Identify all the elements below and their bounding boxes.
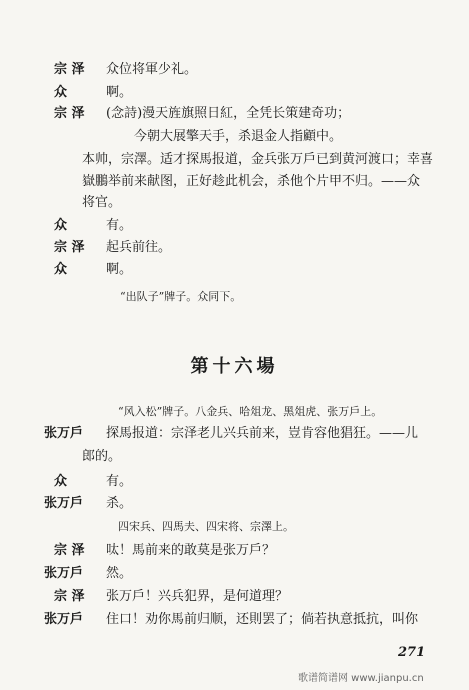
speaker: 宗 泽 <box>54 240 85 255</box>
speaker: 张万戶 <box>44 426 84 441</box>
dialogue-line: 啊。 <box>106 85 133 100</box>
dialogue-line: 嶽鵬举前来献图，正好趁此机会，杀他个片甲不归。——众 <box>82 174 421 189</box>
dialogue-line: 有。 <box>106 474 133 489</box>
dialogue-line: 然。 <box>106 566 133 581</box>
page-number: 271 <box>398 645 426 660</box>
speaker: 宗 泽 <box>54 589 85 604</box>
dialogue-line: 郎的。 <box>82 449 122 464</box>
dialogue-line: 有。 <box>106 218 133 233</box>
stage-direction: “出队子”牌子。众同下。 <box>120 290 242 303</box>
stage-direction: 四宋兵、四馬夫、四宋将、宗澤上。 <box>118 520 294 533</box>
speaker: 众 <box>54 85 68 100</box>
speaker: 宗 泽 <box>54 106 85 121</box>
dialogue-line: 今朝大展擎天手，杀退金人指顧中。 <box>134 129 343 144</box>
speaker: 众 <box>54 218 68 233</box>
dialogue-line: (念詩)漫天旌旗照日紅，全凭长策建奇功； <box>106 106 351 121</box>
speaker: 宗 泽 <box>54 62 85 77</box>
scene-title: 第十六場 <box>190 356 279 377</box>
dialogue-line: 将官。 <box>82 195 122 210</box>
dialogue-line: 起兵前往。 <box>106 240 172 255</box>
dialogue-line: 啊。 <box>106 262 133 277</box>
dialogue-line: 住口！劝你馬前归顺，还則罢了；倘若执意抵抗，叫你 <box>106 612 419 627</box>
speaker: 众 <box>54 262 68 277</box>
speaker: 张万戶 <box>44 566 84 581</box>
dialogue-line: 呔！馬前来的敢莫是张万戶？ <box>106 543 276 558</box>
dialogue-line: 众位将軍少礼。 <box>106 62 198 77</box>
speaker: 张万戶 <box>44 612 84 627</box>
speaker: 张万戶 <box>44 496 84 511</box>
dialogue-line: 本帅，宗澤。适才探馬报道，金兵张万戶已到黄河渡口；幸喜 <box>82 152 434 167</box>
dialogue-line: 杀。 <box>106 496 133 511</box>
speaker: 宗 泽 <box>54 543 85 558</box>
stage-direction: “风入松”牌子。八金兵、哈俎龙、黑俎虎、张万戶上。 <box>118 405 383 418</box>
dialogue-line: 探馬报道：宗泽老儿兴兵前来，豈肯容他猖狂。——儿 <box>106 426 419 441</box>
watermark: 歌谱简谱网 www.jianpu.cn <box>298 673 424 684</box>
speaker: 众 <box>54 474 68 489</box>
dialogue-line: 张万戶！兴兵犯界，是何道理？ <box>106 589 289 604</box>
